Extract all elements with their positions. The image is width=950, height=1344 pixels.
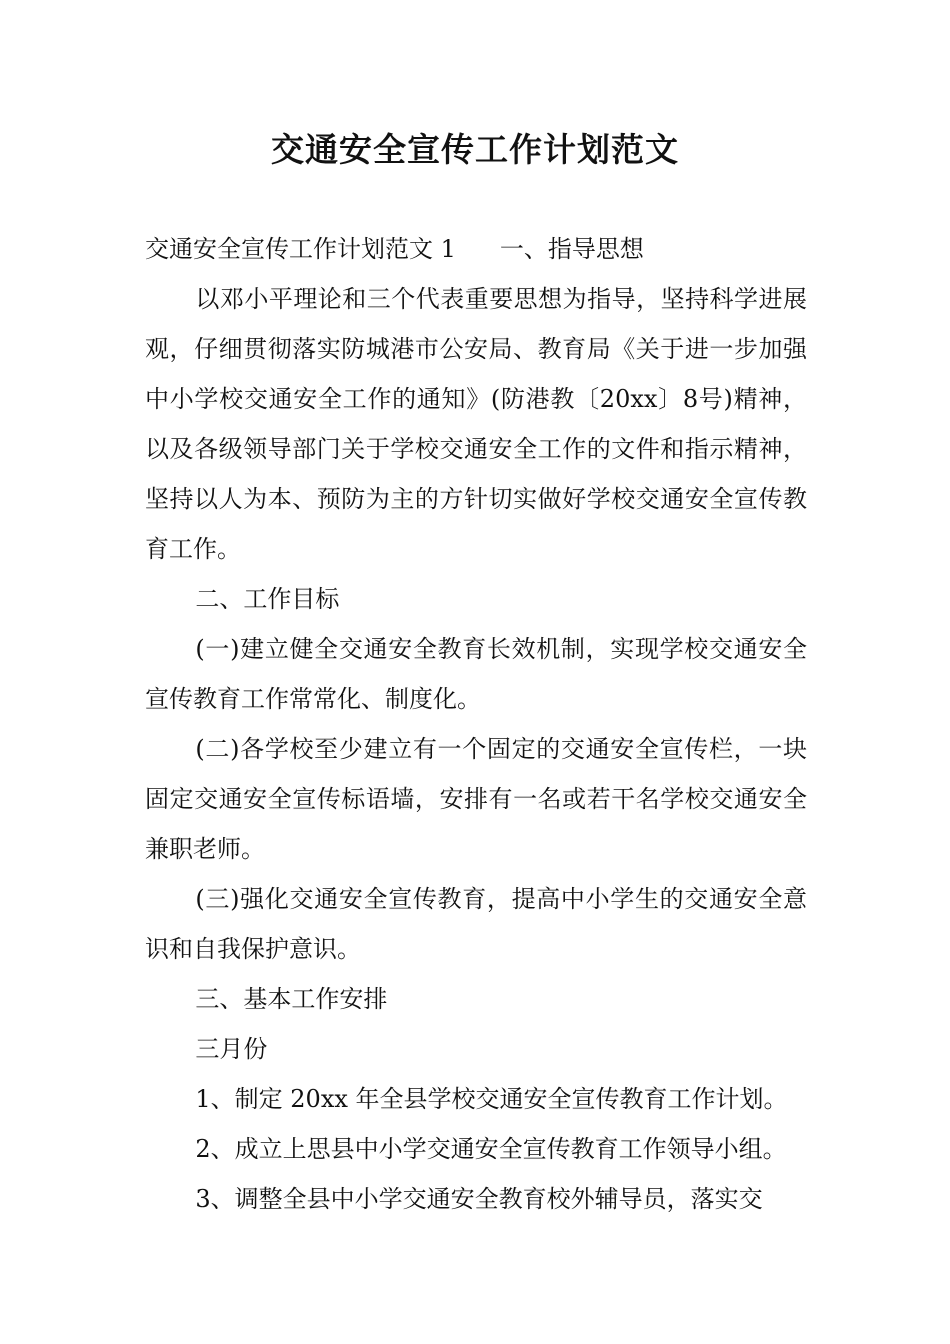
intro-line — [145, 224, 807, 274]
document-title: 交通安全宣传工作计划范文 — [271, 130, 679, 169]
paragraph-guiding-ideology: 以邓小平理论和三个代表重要思想为指导，坚持科学进展观，仔细贯彻落实防城港市公安局、教育局《关于进一步加强中小学校交通安全工作的通知》(防港教〔20xx〕8号)精神，以及各级领导部门关于学校交通安全工作的文件和指示精神，坚持以人为本、预防为主的方针切实做好学校交通安全宣传教育工作。 — [145, 285, 807, 563]
section-heading-guiding-ideology: 一、指导思想 — [499, 235, 644, 263]
list-item-2: 2、成立上思县中小学交通安全宣传教育工作领导小组。 — [195, 1135, 787, 1163]
paragraph-goal-1: (一)建立健全交通安全教育长效机制，实现学校交通安全宣传教育工作常常化、制度化。 — [145, 635, 807, 713]
paragraph-goal-3: (三)强化交通安全宣传教育，提高中小学生的交通安全意识和自我保护意识。 — [145, 885, 807, 963]
list-item-1: 1、制定 20xx 年全县学校交通安全宣传教育工作计划。 — [195, 1085, 788, 1113]
document-body — [145, 224, 807, 1224]
list-item-3: 3、调整全县中小学交通安全教育校外辅导员，落实交 — [195, 1185, 763, 1213]
section-heading-work-goals: 二、工作目标 — [195, 585, 340, 613]
month-heading-march: 三月份 — [195, 1035, 268, 1063]
paragraph-goal-2: (二)各学校至少建立有一个固定的交通安全宣传栏，一块固定交通安全宣传标语墙，安排有一名或若干名学校交通安全兼职老师。 — [145, 735, 807, 863]
section-heading-work-arrangement: 三、基本工作安排 — [195, 985, 388, 1013]
intro-heading: 交通安全宣传工作计划范文 1 — [145, 235, 456, 263]
